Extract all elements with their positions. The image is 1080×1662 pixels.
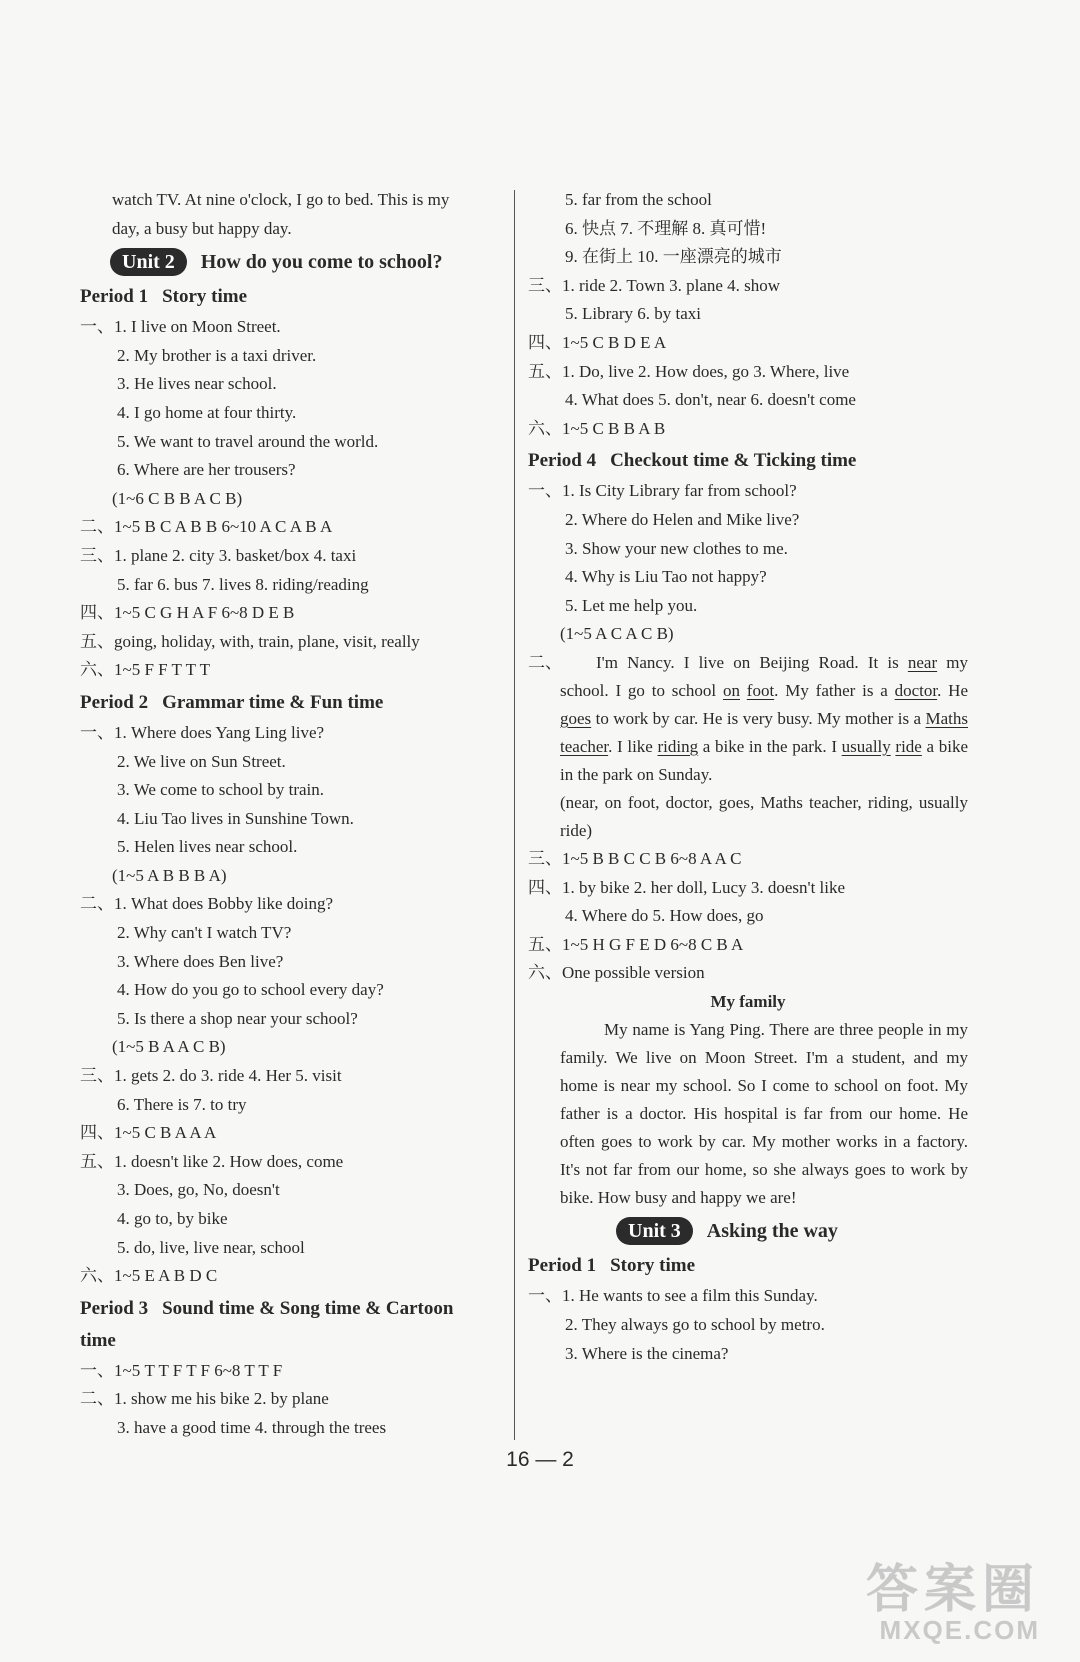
answer-line: 五、going, holiday, with, train, plane, visit, really bbox=[80, 631, 420, 651]
answer-line: 3. Show your new clothes to me. bbox=[565, 538, 788, 558]
answer-line: 5. Let me help you. bbox=[565, 595, 698, 615]
answer-line: 5. Library 6. by taxi bbox=[565, 304, 701, 324]
answer-line: 4. Liu Tao lives in Sunshine Town. bbox=[117, 808, 354, 828]
cloze-answer: teacher bbox=[560, 736, 609, 756]
answer-line: 5. do, live, live near, school bbox=[117, 1237, 305, 1257]
period-heading: Period 1 Story time bbox=[80, 286, 248, 308]
unit-title: How do you come to school? bbox=[200, 251, 443, 274]
answer-line: 2. We live on Sun Street. bbox=[117, 751, 286, 771]
answer-line: 9. 在街上 10. 一座漂亮的城市 bbox=[565, 247, 782, 267]
cloze-answer: riding bbox=[657, 736, 699, 756]
answer-line: 3. Where is the cinema? bbox=[565, 1343, 729, 1363]
answer-line: 4. go to, by bike bbox=[117, 1209, 228, 1228]
answer-line: 三、1. plane 2. city 3. basket/box 4. taxi bbox=[80, 545, 357, 565]
answer-line: 一、1. Where does Yang Ling live? bbox=[80, 722, 325, 742]
intro-line: watch TV. At nine o'clock, I go to bed. This is my bbox=[112, 190, 450, 209]
answer-line: 3. He lives near school. bbox=[117, 374, 277, 394]
answer-line: 3. have a good time 4. through the trees bbox=[117, 1417, 387, 1437]
cloze-answer: foot bbox=[746, 680, 775, 700]
left-column bbox=[80, 186, 510, 1443]
answer-line: 6. There is 7. to try bbox=[117, 1094, 247, 1114]
answer-line: 6. Where are her trousers? bbox=[117, 460, 296, 480]
intro-line: day, a busy but happy day. bbox=[112, 218, 292, 238]
answer-line: 5. far from the school bbox=[565, 190, 712, 209]
answer-line: (1~5 A C A C B) bbox=[560, 624, 674, 644]
answer-line: 二、1~5 B C A B B 6~10 A C A B A bbox=[80, 517, 333, 537]
answer-line: 二、1. What does Bobby like doing? bbox=[80, 894, 334, 914]
cloze-passage: 二、 I'm Nancy. I live on Beijing Road. It is near my school. I go to school on foot. My father is a doctor. He goes to work by car. He is very busy. My mother is a Maths teacher. I like riding a bike in the park. I usually ride a bike in the park on Sunday. (near, on foot, doctor, goes, Maths teacher, riding, usually ride) bbox=[528, 649, 968, 845]
answer-line: 三、1. ride 2. Town 3. plane 4. show bbox=[528, 275, 781, 295]
answer-line: 4. Where do 5. How does, go bbox=[565, 906, 764, 926]
answer-line: 一、1~5 T T F T F 6~8 T T F bbox=[80, 1360, 283, 1380]
unit-badge: Unit 3 bbox=[616, 1217, 693, 1245]
answer-line: 四、1~5 C B A A A bbox=[80, 1123, 217, 1143]
answer-line: 六、1~5 E A B D C bbox=[80, 1266, 218, 1286]
answer-line: 2. My brother is a taxi driver. bbox=[117, 345, 317, 365]
cloze-answer: usually bbox=[841, 736, 891, 756]
unit-3-heading bbox=[528, 1214, 968, 1248]
answer-line: 6. 快点 7. 不理解 8. 真可惜! bbox=[565, 218, 767, 238]
answer-line: 一、1. He wants to see a film this Sunday. bbox=[528, 1286, 818, 1306]
answer-line: 4. What does 5. don't, near 6. doesn't come bbox=[565, 390, 856, 410]
answer-line: (1~5 B A A C B) bbox=[112, 1037, 226, 1057]
answer-line: 3. We come to school by train. bbox=[117, 780, 324, 800]
answer-line: 2. They always go to school by metro. bbox=[565, 1315, 825, 1335]
period-heading: Period 3 Sound time & Song time & Cartoon bbox=[80, 1297, 454, 1319]
answer-line: 4. Why is Liu Tao not happy? bbox=[565, 567, 767, 587]
period-heading-cont: time bbox=[80, 1329, 116, 1351]
cloze-key: (near, on foot, doctor, goes, Maths teacher, riding, usually ride) bbox=[560, 792, 968, 840]
answer-line: 六、1~5 F F T T T bbox=[80, 660, 210, 680]
watermark-url: MXQE.COM bbox=[879, 1615, 1040, 1645]
answer-line: (1~6 C B B A C B) bbox=[112, 488, 243, 508]
answer-line: (1~5 A B B B A) bbox=[112, 865, 227, 885]
period-heading: Period 4 Checkout time & Ticking time bbox=[528, 450, 857, 472]
answer-line: 四、1~5 C G H A F 6~8 D E B bbox=[80, 603, 295, 623]
answer-line: 2. Where do Helen and Mike live? bbox=[565, 509, 800, 529]
answer-line: 二、1. show me his bike 2. by plane bbox=[80, 1389, 329, 1409]
cloze-answer: doctor bbox=[894, 680, 938, 700]
watermark-text: 答案圈 bbox=[865, 1561, 1040, 1619]
answer-line: 五、1. doesn't like 2. How does, come bbox=[80, 1151, 344, 1171]
answer-line: 4. How do you go to school every day? bbox=[117, 980, 384, 1000]
cloze-answer: goes bbox=[560, 708, 592, 728]
essay-title: My family bbox=[710, 991, 786, 1011]
cloze-answer: ride bbox=[895, 736, 922, 756]
answer-line: 五、1~5 H G F E D 6~8 C B A bbox=[528, 934, 744, 954]
answer-line: 5. We want to travel around the world. bbox=[117, 431, 379, 451]
cloze-answer: near bbox=[907, 652, 938, 672]
answer-line: 三、1. gets 2. do 3. ride 4. Her 5. visit bbox=[80, 1066, 342, 1086]
cloze-number: 二、 bbox=[528, 652, 562, 672]
answer-line: 5. Helen lives near school. bbox=[117, 837, 298, 857]
unit-badge: Unit 2 bbox=[110, 248, 187, 276]
answer-line: 四、1. by bike 2. her doll, Lucy 3. doesn't like bbox=[528, 877, 846, 897]
answer-line: 一、1. I live on Moon Street. bbox=[80, 317, 281, 337]
cloze-answer: Maths bbox=[925, 708, 969, 728]
period-heading: Period 1 Story time bbox=[528, 1255, 696, 1277]
essay-body: My name is Yang Ping. There are three people in my family. We live on Moon Street. I'm a student, and my home is near my school. So I come to school on foot. My father is a doctor. His hospital is far from our home. He often goes to work by car. My mother works in a factory. It's not far from our home, so she always goes to work by bike. How busy and happy we are! bbox=[560, 1020, 968, 1208]
cloze-answer: on bbox=[722, 680, 740, 700]
answer-line: 四、1~5 C B D E A bbox=[528, 332, 667, 352]
page-number: 16 — 2 bbox=[506, 1448, 574, 1471]
answer-line: 2. Why can't I watch TV? bbox=[117, 923, 292, 943]
unit-2-heading bbox=[80, 245, 510, 279]
answer-line: 5. far 6. bus 7. lives 8. riding/reading bbox=[117, 574, 369, 594]
answer-line: 三、1~5 B B C C B 6~8 A A C bbox=[528, 848, 742, 868]
unit-title: Asking the way bbox=[706, 1220, 838, 1243]
column-divider bbox=[514, 190, 515, 1440]
answer-line: 5. Is there a shop near your school? bbox=[117, 1008, 358, 1028]
right-column bbox=[528, 186, 968, 1368]
watermark-logo bbox=[865, 1561, 1040, 1645]
answer-line: 4. I go home at four thirty. bbox=[117, 402, 297, 422]
period-heading: Period 2 Grammar time & Fun time bbox=[80, 691, 384, 713]
answer-line: 五、1. Do, live 2. How does, go 3. Where, live bbox=[528, 361, 850, 381]
answer-line: 六、1~5 C B B A B bbox=[528, 418, 666, 438]
answer-line: 六、One possible version bbox=[528, 963, 705, 983]
answer-line: 3. Does, go, No, doesn't bbox=[117, 1180, 280, 1200]
answer-line: 3. Where does Ben live? bbox=[117, 951, 284, 971]
answer-line: 一、1. Is City Library far from school? bbox=[528, 481, 797, 501]
